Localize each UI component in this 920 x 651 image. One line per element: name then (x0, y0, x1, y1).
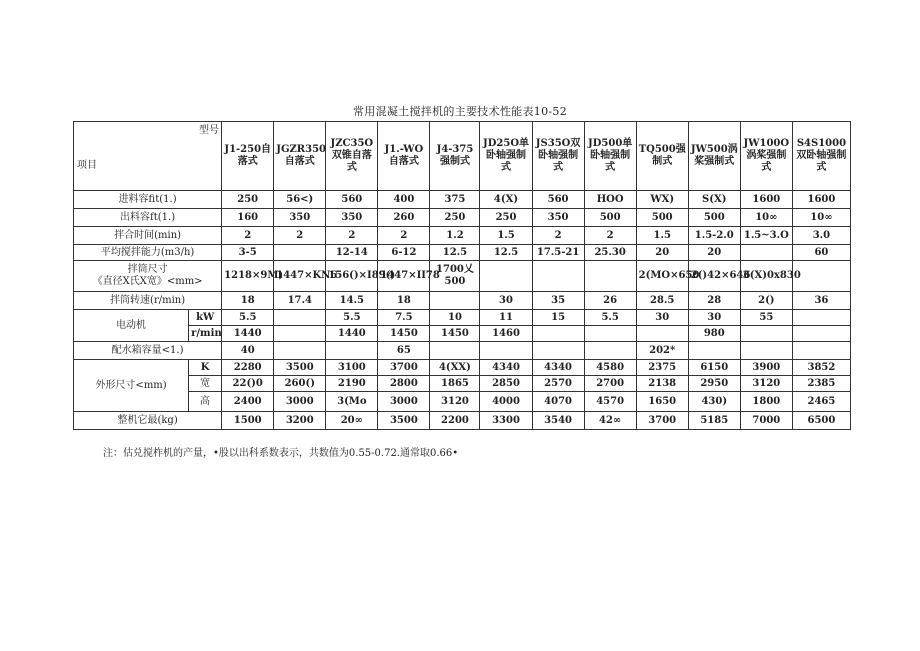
value-cell: 1440 (222, 326, 274, 342)
value-cell: 25.30 (584, 245, 636, 261)
value-cell: 2465 (792, 392, 850, 412)
value-cell: 6500 (792, 412, 850, 430)
value-cell: 1600 (740, 191, 792, 209)
value-cell (480, 261, 532, 292)
model-label: 型号 (199, 125, 219, 136)
value-cell: 250 (430, 209, 480, 227)
value-cell: 5.5 (326, 310, 378, 326)
value-cell: 30 (636, 310, 688, 326)
row-label: 拌筒转速(r/min) (74, 292, 222, 310)
value-cell: 10∞ (740, 209, 792, 227)
value-cell: 1450 (378, 326, 430, 342)
unit-label: 高 (189, 392, 222, 412)
value-cell: 2800 (378, 376, 430, 392)
value-cell: 2() (740, 292, 792, 310)
value-cell: 2(MO×650 (636, 261, 688, 292)
value-cell: 3200 (274, 412, 326, 430)
value-cell: 260 (378, 209, 430, 227)
value-cell: 18 (378, 292, 430, 310)
value-cell: 1447×II78 (378, 261, 430, 292)
model-header: J1.-WO自落式 (378, 122, 430, 191)
value-cell: 36 (792, 292, 850, 310)
value-cell: 400 (378, 191, 430, 209)
value-cell: 3120 (430, 392, 480, 412)
model-header: JW100O涡桨强制式 (740, 122, 792, 191)
value-cell: 6150 (688, 360, 740, 376)
value-cell: 1865 (430, 376, 480, 392)
value-cell: 10∞ (792, 209, 850, 227)
value-cell (326, 342, 378, 360)
value-cell: 12.5 (480, 245, 532, 261)
value-cell: 2 (274, 227, 326, 245)
model-header: JS35O双卧轴强制式 (532, 122, 584, 191)
value-cell: 560 (532, 191, 584, 209)
value-cell: 1.5-2.0 (688, 227, 740, 245)
row-label: 进料容fit(1.) (74, 191, 222, 209)
model-header: JD25O单卧轴强制式 (480, 122, 532, 191)
table-row (74, 292, 851, 310)
value-cell: 350 (326, 209, 378, 227)
item-label: 项目 (77, 160, 97, 171)
value-cell: 2()42×646 (688, 261, 740, 292)
value-cell: 22()0 (222, 376, 274, 392)
value-cell: S(X) (688, 191, 740, 209)
unit-label: r/min (189, 326, 222, 342)
value-cell: 1650 (636, 392, 688, 412)
value-cell (792, 261, 850, 292)
row-label: 电动机 (74, 310, 189, 342)
value-cell: 1450 (430, 326, 480, 342)
model-header: JW500涡桨强制式 (688, 122, 740, 191)
value-cell: 160 (222, 209, 274, 227)
value-cell: 11 (480, 310, 532, 326)
value-cell: 60 (792, 245, 850, 261)
value-cell: 2570 (532, 376, 584, 392)
value-cell: 5.5 (584, 310, 636, 326)
value-cell: 3500 (378, 412, 430, 430)
model-header: TQ500强制式 (636, 122, 688, 191)
unit-label: kW (189, 310, 222, 326)
value-cell: 20 (688, 245, 740, 261)
value-cell: 35 (532, 292, 584, 310)
value-cell: 4340 (480, 360, 532, 376)
value-cell: 3000 (274, 392, 326, 412)
model-header: J4-375强制式 (430, 122, 480, 191)
value-cell: 28.5 (636, 292, 688, 310)
drum-size-label: 拌筒尺寸 (127, 264, 168, 275)
value-cell (740, 342, 792, 360)
value-cell (532, 326, 584, 342)
value-cell: 3(X)0x830 (740, 261, 792, 292)
row-label: 配水箱容量<1.) (74, 342, 222, 360)
model-header: J1-250自落式 (222, 122, 274, 191)
value-cell: 3-5 (222, 245, 274, 261)
value-cell: 500 (636, 209, 688, 227)
value-cell: 7000 (740, 412, 792, 430)
model-header: JGZR350自落式 (274, 122, 326, 191)
value-cell: WX) (636, 191, 688, 209)
value-cell: 2280 (222, 360, 274, 376)
table-row (74, 360, 851, 376)
table-title: 常用混凝土搅拌机的主要技术性能表10-52 (352, 105, 567, 118)
value-cell: 12-14 (326, 245, 378, 261)
value-cell: 3000 (378, 392, 430, 412)
value-cell: 2 (532, 227, 584, 245)
value-cell: 1.5 (480, 227, 532, 245)
row-label: 外形尺寸<mm) (74, 360, 189, 412)
table-row (74, 227, 851, 245)
value-cell: 2138 (636, 376, 688, 392)
value-cell: 1.2 (430, 227, 480, 245)
value-cell (584, 326, 636, 342)
table-row (74, 122, 851, 191)
model-header: JZC35O双锥自落式 (326, 122, 378, 191)
value-cell: 28 (688, 292, 740, 310)
value-cell: 375 (430, 191, 480, 209)
value-cell: 2700 (584, 376, 636, 392)
table-row (74, 392, 851, 412)
drum-size-sublabel: 《直径X氏X宽》<mm> (92, 276, 203, 287)
value-cell (792, 342, 850, 360)
value-cell: 65 (378, 342, 430, 360)
value-cell (430, 342, 480, 360)
value-cell: 3500 (274, 360, 326, 376)
value-cell: 5.5 (222, 310, 274, 326)
value-cell: 250 (480, 209, 532, 227)
value-cell: 30 (688, 310, 740, 326)
value-cell: 156()×I89() (326, 261, 378, 292)
value-cell: 1700乂500 (430, 261, 480, 292)
value-cell (740, 326, 792, 342)
value-cell: 1440 (326, 326, 378, 342)
value-cell: 3120 (740, 376, 792, 392)
value-cell: HOO (584, 191, 636, 209)
value-cell: 40 (222, 342, 274, 360)
value-cell: 350 (532, 209, 584, 227)
value-cell: 2 (584, 227, 636, 245)
value-cell: 560 (326, 191, 378, 209)
row-label: 平均搅拌能力(m3/h) (74, 245, 222, 261)
value-cell: 3(Mo (326, 392, 378, 412)
value-cell: 250 (222, 191, 274, 209)
table-row (74, 310, 851, 326)
value-cell: 7.5 (378, 310, 430, 326)
value-cell: 2190 (326, 376, 378, 392)
value-cell (532, 342, 584, 360)
value-cell: 350 (274, 209, 326, 227)
spec-table (73, 121, 851, 430)
value-cell (740, 245, 792, 261)
value-cell: 5185 (688, 412, 740, 430)
value-cell: 55 (740, 310, 792, 326)
value-cell: 1.5 (636, 227, 688, 245)
value-cell: 2400 (222, 392, 274, 412)
value-cell: 30 (480, 292, 532, 310)
model-header: S4S1000双卧轴强制式 (792, 122, 850, 191)
value-cell: 1800 (740, 392, 792, 412)
row-label: 出料容ft(1.) (74, 209, 222, 227)
value-cell: 2375 (636, 360, 688, 376)
value-cell: 2850 (480, 376, 532, 392)
value-cell: 4070 (532, 392, 584, 412)
value-cell: 4570 (584, 392, 636, 412)
model-header: JD500单卧轴强制式 (584, 122, 636, 191)
value-cell: 4(XX) (430, 360, 480, 376)
value-cell: 4340 (532, 360, 584, 376)
value-cell: 2 (326, 227, 378, 245)
header-corner (74, 122, 222, 191)
value-cell: 4000 (480, 392, 532, 412)
value-cell: 3.0 (792, 227, 850, 245)
value-cell: 500 (584, 209, 636, 227)
value-cell (274, 342, 326, 360)
value-cell: 3700 (636, 412, 688, 430)
value-cell: 2 (378, 227, 430, 245)
unit-label: 宽 (189, 376, 222, 392)
value-cell (274, 310, 326, 326)
value-cell (792, 326, 850, 342)
row-label: 整机它最(kg) (74, 412, 222, 430)
value-cell (584, 261, 636, 292)
value-cell: 2200 (430, 412, 480, 430)
table-row (74, 376, 851, 392)
value-cell (688, 342, 740, 360)
value-cell: 2385 (792, 376, 850, 392)
value-cell: 3900 (740, 360, 792, 376)
value-cell: 15 (532, 310, 584, 326)
unit-label: K (189, 360, 222, 376)
value-cell: 4(X) (480, 191, 532, 209)
value-cell: 6-12 (378, 245, 430, 261)
value-cell (636, 326, 688, 342)
value-cell (480, 342, 532, 360)
value-cell: 56<) (274, 191, 326, 209)
value-cell: 14.5 (326, 292, 378, 310)
table-row (74, 191, 851, 209)
value-cell (532, 261, 584, 292)
value-cell: 260() (274, 376, 326, 392)
row-label (74, 261, 222, 292)
value-cell: 1600 (792, 191, 850, 209)
value-cell: 2950 (688, 376, 740, 392)
table-row (74, 342, 851, 360)
value-cell: 4580 (584, 360, 636, 376)
value-cell: 20 (636, 245, 688, 261)
value-cell: 202* (636, 342, 688, 360)
table-row (74, 261, 851, 292)
footnote: 注：估兑搅柞机的产量，•股以出科系数表示，共数值为0.55-0.72.通常取0.66• (103, 448, 459, 459)
value-cell: 3700 (378, 360, 430, 376)
value-cell: 1460 (480, 326, 532, 342)
value-cell (274, 245, 326, 261)
value-cell: 1447×KN6 (274, 261, 326, 292)
value-cell: 42∞ (584, 412, 636, 430)
value-cell: 12.5 (430, 245, 480, 261)
value-cell: 500 (688, 209, 740, 227)
value-cell: 10 (430, 310, 480, 326)
value-cell: 3540 (532, 412, 584, 430)
table-row (74, 326, 851, 342)
value-cell: 3100 (326, 360, 378, 376)
value-cell: 1500 (222, 412, 274, 430)
value-cell: 980 (688, 326, 740, 342)
value-cell: 1218×9M) (222, 261, 274, 292)
value-cell: 17.5-21 (532, 245, 584, 261)
value-cell: 1.5~3.O (740, 227, 792, 245)
value-cell (274, 326, 326, 342)
row-label: 拌合时间(min) (74, 227, 222, 245)
value-cell: 3852 (792, 360, 850, 376)
value-cell: 2 (222, 227, 274, 245)
value-cell (584, 342, 636, 360)
value-cell: 3300 (480, 412, 532, 430)
table-row (74, 412, 851, 430)
value-cell: 18 (222, 292, 274, 310)
table-row (74, 245, 851, 261)
value-cell (792, 310, 850, 326)
value-cell (430, 292, 480, 310)
table-row (74, 209, 851, 227)
value-cell: 20∞ (326, 412, 378, 430)
value-cell: 430) (688, 392, 740, 412)
value-cell: 17.4 (274, 292, 326, 310)
value-cell: 26 (584, 292, 636, 310)
